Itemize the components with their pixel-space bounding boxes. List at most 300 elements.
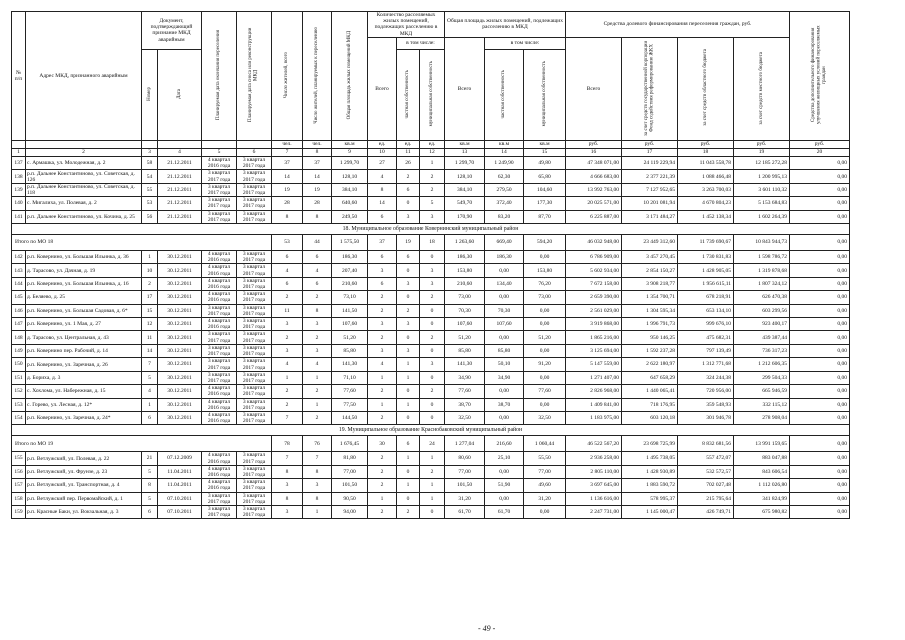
value-c20: 0,00 (790, 291, 850, 304)
header-area-incl: в том числе: (485, 37, 566, 49)
value-c9: 249,50 (332, 210, 368, 223)
value-c11: 0 (397, 492, 420, 505)
value-c19: 12 185 272,28 (734, 157, 790, 170)
document-number: 10 (142, 264, 158, 277)
unit-cell: чел. (272, 141, 303, 149)
total-c11: 19 (397, 235, 420, 251)
column-number: 16 (566, 149, 622, 157)
total-row (12, 436, 850, 452)
value-c11: 26 (397, 157, 420, 170)
value-c13: 141,30 (445, 358, 485, 371)
value-c14: 51,90 (485, 479, 524, 492)
table-row (12, 358, 850, 371)
value-c14: 0,00 (485, 385, 524, 398)
value-c16: 3 919 868,00 (566, 318, 622, 331)
value-c18: 359 548,93 (678, 398, 734, 411)
unit-cell: руб. (622, 141, 678, 149)
total-label: Итого по МО 19 (12, 436, 272, 452)
planned-end-date: 4 квартал 2016 года (202, 411, 237, 424)
value-c20: 0,00 (790, 197, 850, 210)
value-c19: 675 980,82 (734, 505, 790, 518)
total-c14: 669,40 (485, 235, 524, 251)
total-c20: 0,00 (790, 235, 850, 251)
row-number: 156 (12, 465, 26, 478)
value-c10: 2 (368, 479, 397, 492)
value-c13: 384,10 (445, 183, 485, 196)
value-c16: 5 147 559,00 (566, 358, 622, 371)
value-c15: 0,00 (524, 318, 566, 331)
value-c12: 2 (420, 291, 445, 304)
house-address: р.п. Ковернино, ул. Большая Садовая, д. 6* (26, 304, 142, 317)
value-c10: 3 (368, 344, 397, 357)
value-c20: 0,00 (790, 318, 850, 331)
unit-cell: чел. (303, 141, 332, 149)
total-c19: 13 991 159,65 (734, 436, 790, 452)
value-c8: 6 (303, 251, 332, 264)
value-c19: 1 602 264,39 (734, 210, 790, 223)
value-c12: 5 (420, 197, 445, 210)
column-number: 5 (202, 149, 237, 157)
value-c18: 1 956 615,11 (678, 277, 734, 290)
value-c13: 32,50 (445, 411, 485, 424)
value-c12: 3 (420, 210, 445, 223)
planned-demolition-date: 3 квартал 2017 года (237, 331, 272, 344)
value-c8: 14 (303, 170, 332, 183)
value-c16: 1 183 975,00 (566, 411, 622, 424)
value-c11: 2 (397, 304, 420, 317)
value-c8: 2 (303, 291, 332, 304)
document-number: 56 (142, 210, 158, 223)
house-address: р.п. Ковернино, ул. Большая Ильинка, д. 36 (26, 251, 142, 264)
header-planned-demolition: Планируемая дата сноса или реконструкции МКД (237, 12, 272, 141)
planned-end-date: 3 квартал 2017 года (202, 358, 237, 371)
column-number-row (12, 149, 850, 157)
value-c17: 1 440 065,41 (622, 385, 678, 398)
document-date: 30.12.2011 (158, 344, 202, 357)
planned-end-date: 4 квартал 2016 года (202, 264, 237, 277)
total-c14: 216,60 (485, 436, 524, 452)
section-row (12, 425, 850, 436)
table-row (12, 291, 850, 304)
value-c18: 475 682,31 (678, 331, 734, 344)
document-date: 21.12.2011 (158, 210, 202, 223)
value-c7: 3 (272, 318, 303, 331)
value-c20: 0,00 (790, 492, 850, 505)
value-c18: 1 312 771,68 (678, 358, 734, 371)
unit-cell-empty (158, 141, 202, 149)
planned-end-date: 4 квартал 2016 года (202, 291, 237, 304)
document-date: 30.12.2011 (158, 264, 202, 277)
document-date: 30.12.2011 (158, 385, 202, 398)
planned-end-date: 3 квартал 2017 года (202, 304, 237, 317)
value-c9: 141,30 (332, 358, 368, 371)
value-c17: 1 592 237,28 (622, 344, 678, 357)
value-c14: 1 249,90 (485, 157, 524, 170)
value-c15: 77,00 (524, 465, 566, 478)
house-address: р.п. Ковернино, ул. 1 Мая, д. 27 (26, 318, 142, 331)
value-c8: 2 (303, 411, 332, 424)
value-c16: 13 992 763,00 (566, 183, 622, 196)
value-c13: 107,60 (445, 318, 485, 331)
value-c8: 4 (303, 264, 332, 277)
value-c15: 0,00 (524, 344, 566, 357)
value-c16: 6 225 887,00 (566, 210, 622, 223)
document-number: 1 (142, 398, 158, 411)
total-row (12, 235, 850, 251)
value-c15: 73,00 (524, 291, 566, 304)
value-c14: 0,00 (485, 411, 524, 424)
planned-demolition-date: 3 квартал 2017 года (237, 183, 272, 196)
value-c9: 128,10 (332, 170, 368, 183)
value-c7: 37 (272, 157, 303, 170)
total-c18: 11 739 690,67 (678, 235, 734, 251)
row-number: 157 (12, 479, 26, 492)
row-number: 154 (12, 411, 26, 424)
value-c8: 8 (303, 492, 332, 505)
value-c9: 85,80 (332, 344, 368, 357)
value-c20: 0,00 (790, 505, 850, 518)
header-address: Адрес МКД, признанного аварийным (26, 12, 142, 141)
row-number: 153 (12, 398, 26, 411)
planned-demolition-date: 3 квартал 2017 года (237, 398, 272, 411)
value-c12: 0 (420, 411, 445, 424)
value-c16: 2 805 110,00 (566, 465, 622, 478)
value-c18: 720 956,00 (678, 385, 734, 398)
document-number: 2 (142, 277, 158, 290)
value-c13: 101,50 (445, 479, 485, 492)
value-c20: 0,00 (790, 277, 850, 290)
value-c15: 87,70 (524, 210, 566, 223)
header-residents-total: Число жителей, всего (272, 12, 303, 141)
value-c9: 144,50 (332, 411, 368, 424)
house-address: д. Тарасово, ул. Дачная, д. 19 (26, 264, 142, 277)
column-number: 18 (678, 149, 734, 157)
value-c17: 1 996 791,73 (622, 318, 678, 331)
planned-end-date: 3 квартал 2017 года (202, 505, 237, 518)
value-c20: 0,00 (790, 385, 850, 398)
value-c9: 77,60 (332, 385, 368, 398)
value-c20: 0,00 (790, 251, 850, 264)
value-c12: 0 (420, 304, 445, 317)
value-c14: 186,30 (485, 251, 524, 264)
document-number: 6 (142, 505, 158, 518)
value-c20: 0,00 (790, 411, 850, 424)
unit-cell: кв.м (485, 141, 524, 149)
document-date: 30.12.2011 (158, 358, 202, 371)
value-c12: 1 (420, 492, 445, 505)
value-c8: 1 (303, 505, 332, 518)
value-c12: 0 (420, 371, 445, 384)
value-c7: 2 (272, 291, 303, 304)
value-c15: 32,50 (524, 411, 566, 424)
unit-cell: кв.м (524, 141, 566, 149)
total-c13: 1 277,04 (445, 436, 485, 452)
value-c16: 4 666 683,00 (566, 170, 622, 183)
table-row (12, 479, 850, 492)
value-c11: 1 (397, 371, 420, 384)
value-c17: 3 457 270,45 (622, 251, 678, 264)
column-number: 2 (26, 149, 142, 157)
value-c15: 0,00 (524, 398, 566, 411)
row-number: 145 (12, 291, 26, 304)
planned-end-date: 3 квартал 2017 года (202, 371, 237, 384)
header-fund-total: Всего (566, 37, 622, 140)
value-c11: 1 (397, 398, 420, 411)
unit-cell: руб. (678, 141, 734, 149)
planned-end-date: 3 квартал 2017 года (202, 210, 237, 223)
planned-demolition-date: 3 квартал 2017 года (237, 197, 272, 210)
value-c11: 2 (397, 170, 420, 183)
value-c10: 1 (368, 398, 397, 411)
header-rooms-private: частная собственность (397, 49, 420, 140)
total-c18: 8 832 681,56 (678, 436, 734, 452)
header-document: Документ, подтверждающий признание МКД аварийным (142, 12, 202, 50)
document-number: 17 (142, 291, 158, 304)
value-c9: 77,50 (332, 398, 368, 411)
value-c8: 3 (303, 344, 332, 357)
value-c15: 153,80 (524, 264, 566, 277)
value-c12: 3 (420, 277, 445, 290)
value-c13: 153,80 (445, 264, 485, 277)
value-c19: 883 047,88 (734, 452, 790, 465)
value-c8: 4 (303, 358, 332, 371)
value-c7: 6 (272, 251, 303, 264)
value-c9: 81,80 (332, 452, 368, 465)
value-c19: 1 319 878,68 (734, 264, 790, 277)
house-address: р.п. Ковернино, ул. Заречная, д. 24* (26, 411, 142, 424)
value-c12: 3 (420, 358, 445, 371)
value-c18: 1 428 905,05 (678, 264, 734, 277)
header-rooms-total: Всего (368, 37, 397, 140)
house-address: с. Хохлома, ул. Набережная, д. 15 (26, 385, 142, 398)
row-number: 158 (12, 492, 26, 505)
total-c10: 30 (368, 436, 397, 452)
planned-demolition-date: 3 квартал 2017 года (237, 170, 272, 183)
value-c10: 2 (368, 465, 397, 478)
value-c18: 653 134,10 (678, 304, 734, 317)
value-c14: 0,00 (485, 264, 524, 277)
row-number: 144 (12, 277, 26, 290)
value-c7: 28 (272, 197, 303, 210)
planned-end-date: 3 квартал 2017 года (202, 492, 237, 505)
value-c10: 2 (368, 385, 397, 398)
table-row (12, 183, 850, 196)
document-number: 55 (142, 183, 158, 196)
value-c10: 2 (368, 452, 397, 465)
value-c12: 1 (420, 157, 445, 170)
value-c20: 0,00 (790, 452, 850, 465)
house-address: р.п. Ковернино, ул. Большая Ильинка, д. 16 (26, 277, 142, 290)
value-c15: 76,20 (524, 277, 566, 290)
column-number: 13 (445, 149, 485, 157)
value-c13: 73,00 (445, 291, 485, 304)
value-c19: 736 317,23 (734, 344, 790, 357)
value-c11: 0 (397, 197, 420, 210)
table-row (12, 251, 850, 264)
document-number: 11 (142, 331, 158, 344)
header-doc-number: Номер (142, 49, 158, 140)
planned-demolition-date: 3 квартал 2017 года (237, 304, 272, 317)
value-c15: 31,20 (524, 492, 566, 505)
value-c15: 104,60 (524, 183, 566, 196)
value-c9: 1 299,70 (332, 157, 368, 170)
value-c18: 1 452 138,34 (678, 210, 734, 223)
value-c14: 0,00 (485, 465, 524, 478)
value-c7: 3 (272, 505, 303, 518)
total-c10: 37 (368, 235, 397, 251)
column-number: 14 (485, 149, 524, 157)
value-c15: 0,00 (524, 251, 566, 264)
header-residents-planned: Число жителей, планируемых к переселению (303, 12, 332, 141)
value-c11: 1 (397, 479, 420, 492)
value-c14: 38,70 (485, 398, 524, 411)
value-c13: 31,20 (445, 492, 485, 505)
header-doc-date: Дата (158, 49, 202, 140)
document-date: 30.12.2011 (158, 318, 202, 331)
value-c18: 532 572,57 (678, 465, 734, 478)
value-c18: 301 946,78 (678, 411, 734, 424)
house-address: д. Беляево, д. 25 (26, 291, 142, 304)
value-c9: 207,40 (332, 264, 368, 277)
unit-cell: руб. (790, 141, 850, 149)
total-c16: 46 522 567,20 (566, 436, 622, 452)
value-c15: 0,00 (524, 371, 566, 384)
value-c7: 11 (272, 304, 303, 317)
house-address: с. Горево, ул. Лесная, д. 12* (26, 398, 142, 411)
table-row (12, 385, 850, 398)
planned-demolition-date: 3 квартал 2017 года (237, 479, 272, 492)
value-c19: 341 824,99 (734, 492, 790, 505)
value-c15: 49,80 (524, 157, 566, 170)
planned-demolition-date: 3 квартал 2017 года (237, 157, 272, 170)
planned-end-date: 4 квартал 2016 года (202, 251, 237, 264)
header-area-group: Общая площадь жилых помещений, подлежащих расселению в МКД (445, 12, 566, 38)
value-c12: 2 (420, 465, 445, 478)
value-c20: 0,00 (790, 398, 850, 411)
value-c9: 640,60 (332, 197, 368, 210)
value-c16: 2 826 968,00 (566, 385, 622, 398)
document-date: 21.12.2011 (158, 170, 202, 183)
document-date: 07.10.2011 (158, 505, 202, 518)
value-c20: 0,00 (790, 264, 850, 277)
value-c9: 384,10 (332, 183, 368, 196)
total-c8: 76 (303, 436, 332, 452)
table-row (12, 318, 850, 331)
value-c8: 3 (303, 318, 332, 331)
planned-end-date: 3 квартал 2017 года (202, 197, 237, 210)
planned-demolition-date: 3 квартал 2017 года (237, 318, 272, 331)
value-c16: 1 865 216,00 (566, 331, 622, 344)
house-address: р.п. Ветлужский, ул. Полевая, д. 22 (26, 452, 142, 465)
value-c10: 2 (368, 411, 397, 424)
value-c20: 0,00 (790, 358, 850, 371)
document-number: 58 (142, 157, 158, 170)
value-c12: 2 (420, 331, 445, 344)
table-row (12, 197, 850, 210)
document-number: 15 (142, 304, 158, 317)
value-c11: 0 (397, 291, 420, 304)
value-c16: 2 247 731,00 (566, 505, 622, 518)
value-c10: 2 (368, 331, 397, 344)
value-c15: 49,60 (524, 479, 566, 492)
house-address: р.п. Ветлужский пер. Первомайский, д. 1 (26, 492, 142, 505)
total-c16: 46 032 948,00 (566, 235, 622, 251)
value-c8: 7 (303, 452, 332, 465)
document-number: 21 (142, 452, 158, 465)
value-c7: 3 (272, 479, 303, 492)
planned-end-date: 4 квартал 2016 года (202, 277, 237, 290)
value-c20: 0,00 (790, 479, 850, 492)
row-number: 147 (12, 318, 26, 331)
value-c10: 6 (368, 210, 397, 223)
house-address: р.п. Дальнее Константиново, ул. Советская, д. 118 (26, 183, 142, 196)
value-c13: 85,80 (445, 344, 485, 357)
value-c19: 1 112 026,80 (734, 479, 790, 492)
value-c17: 1 304 595,34 (622, 304, 678, 317)
value-c12: 0 (420, 318, 445, 331)
value-c9: 77,00 (332, 465, 368, 478)
document-date: 30.12.2011 (158, 291, 202, 304)
row-number: 143 (12, 264, 26, 277)
document-number: 4 (142, 385, 158, 398)
section-title: 19. Муниципальное образование Краснобаковский муниципальный район (12, 425, 850, 436)
row-number: 146 (12, 304, 26, 317)
value-c10: 1 (368, 371, 397, 384)
column-number: 9 (332, 149, 368, 157)
value-c19: 1 200 995,13 (734, 170, 790, 183)
unit-cell-empty (237, 141, 272, 149)
value-c8: 6 (303, 277, 332, 290)
column-number: 15 (524, 149, 566, 157)
table-row (12, 505, 850, 518)
total-c7: 53 (272, 235, 303, 251)
table-row (12, 452, 850, 465)
value-c14: 0,00 (485, 291, 524, 304)
house-address: р.п. Дальнее Константиново, ул. Советская, д. 126 (26, 170, 142, 183)
value-c11: 0 (397, 331, 420, 344)
column-number: 4 (158, 149, 202, 157)
resettlement-table (11, 11, 850, 519)
value-c11: 2 (397, 505, 420, 518)
row-number: 139 (12, 183, 26, 196)
value-c8: 8 (303, 465, 332, 478)
value-c7: 14 (272, 170, 303, 183)
table-row (12, 264, 850, 277)
value-c13: 38,70 (445, 398, 485, 411)
value-c9: 101,50 (332, 479, 368, 492)
value-c14: 50,10 (485, 358, 524, 371)
document-date: 30.12.2011 (158, 331, 202, 344)
document-date: 07.10.2011 (158, 492, 202, 505)
value-c12: 1 (420, 479, 445, 492)
document-number: 54 (142, 170, 158, 183)
value-c19: 1 212 606,35 (734, 358, 790, 371)
value-c10: 2 (368, 505, 397, 518)
value-c16: 3 697 645,00 (566, 479, 622, 492)
value-c20: 0,00 (790, 344, 850, 357)
row-number: 141 (12, 210, 26, 223)
value-c9: 51,20 (332, 331, 368, 344)
header-fund-extra: Средства дополнительного финансирования улучшения жилищных условий переселяемых граждан (790, 12, 850, 141)
value-c20: 0,00 (790, 210, 850, 223)
planned-demolition-date: 3 квартал 2017 года (237, 291, 272, 304)
header-area-total: Общая площадь жилых помещений МКД (332, 12, 368, 141)
value-c9: 90,50 (332, 492, 368, 505)
value-c15: 51,20 (524, 331, 566, 344)
value-c18: 678 218,91 (678, 291, 734, 304)
unit-cell-empty (12, 141, 26, 149)
total-c9: 1 575,50 (332, 235, 368, 251)
